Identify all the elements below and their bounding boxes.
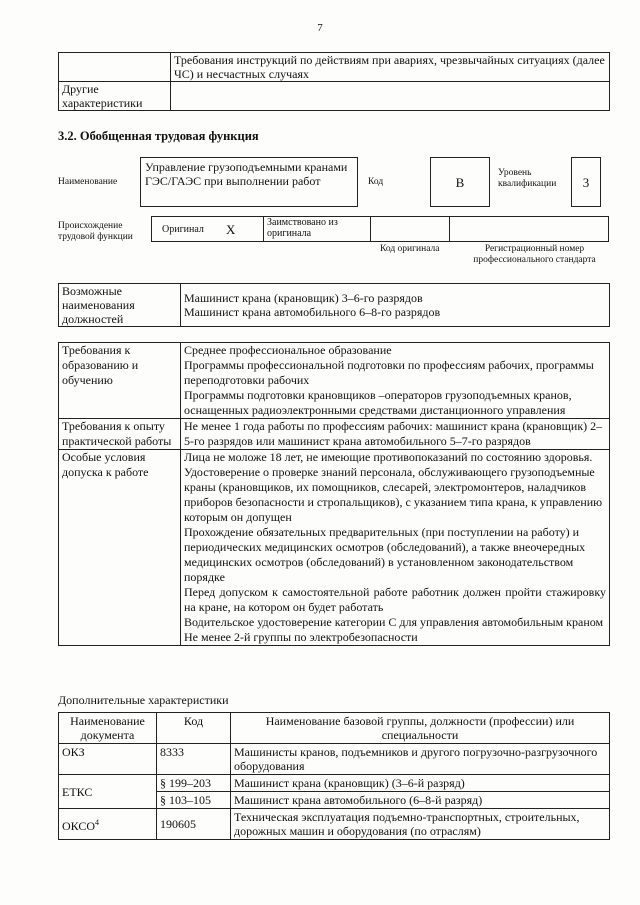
table-header-row (59, 713, 610, 744)
origin-reg-cell (450, 217, 609, 242)
table-row (59, 82, 610, 111)
doc-code: § 199–203 (157, 775, 231, 792)
table-row (59, 419, 610, 450)
table-cell (59, 53, 171, 82)
requirement-line: Удостоверение о проверке знаний персонала, обслуживающего грузоподъемные краны (крановщиков, их помощников, слесарей, электромонтеров, наладчиков приборов безопасности и стропальщиков), с указанием типа крана, к управлению которым он допущен (184, 465, 603, 524)
table-row (59, 744, 610, 775)
name-value: Управление грузоподъемными кранами ГЭС/ГАЭС при выполнении работ (140, 157, 358, 207)
top-table (58, 52, 610, 111)
table-row (59, 343, 610, 419)
doc-title: Машинист крана автомобильного (6–8-й разряд) (231, 792, 610, 809)
level-value: 3 (571, 157, 601, 207)
table-row (59, 775, 610, 792)
origin-label: Происхождение трудовой функции (58, 221, 133, 242)
requirement-line: Прохождение обязательных предварительных (при поступлении на работу) и периодических медицинских осмотров (обследований), а также внеочередных медицинских осмотров (обследований) в установленном законодательством порядке (184, 525, 586, 584)
origin-table (151, 216, 609, 242)
code-value: B (430, 157, 490, 207)
doc-name (59, 809, 157, 840)
additional-table (58, 712, 610, 840)
job-titles-value (181, 284, 610, 327)
requirement-value (181, 419, 610, 450)
doc-name: ОКЗ (59, 744, 157, 775)
requirement-line: Не менее 2-й группы по электробезопасности (184, 630, 418, 644)
column-header: Наименование базовой группы, должности (профессии) или специальности (231, 713, 610, 744)
code-caption: Код оригинала (380, 244, 440, 254)
requirement-line: Перед допуском к самостоятельной работе работник должен пройти стажировку на кране, на котором он будет работать (184, 585, 606, 614)
doc-title: Машинист крана (крановщик) (3–6-й разряд) (231, 775, 610, 792)
job-title-line: Машинист крана (крановщик) 3–6-го разрядов (184, 291, 423, 305)
doc-code: 8333 (157, 744, 231, 775)
requirement-line: Не менее 1 года работы по профессиям рабочих: машинист крана (крановщик) 2–5-го разрядов или машинист крана автомобильного 5–7-го разрядов (184, 419, 603, 448)
requirement-line: Программы подготовки крановщиков –операторов грузоподъемных кранов, оснащенных радиоэлектронными средствами дистанционного управления (184, 388, 572, 417)
doc-name-text: ОКСО (62, 818, 96, 833)
table-row (59, 809, 610, 840)
doc-name: ЕТКС (59, 775, 157, 809)
table-row (59, 53, 610, 82)
table-cell: Требования инструкций по действиям при авариях, чрезвычайных ситуациях (далее ЧС) и несчастных случаях (171, 53, 610, 82)
requirement-label: Требования к образованию и обучению (59, 343, 181, 419)
borrowed-label: Заимствовано из оригинала (264, 217, 371, 242)
requirement-line: Водительское удостоверение категории С для управления автомобильным краном (184, 615, 604, 629)
table-cell: Другие характеристики (59, 82, 171, 111)
section-title: 3.2. Обобщенная трудовая функция (58, 129, 259, 143)
reg-caption: Регистрационный номер профессионального стандарта (473, 244, 596, 265)
job-title-line: Машинист крана автомобильного 6–8-го разрядов (184, 305, 441, 319)
additional-title: Дополнительные характеристики (58, 693, 229, 707)
requirement-value (181, 343, 610, 419)
table-row (59, 450, 610, 646)
column-header: Наименование документа (59, 713, 157, 744)
requirement-line: Среднее профессиональное образование (184, 343, 392, 357)
requirement-label: Особые условия допуска к работе (59, 450, 181, 646)
requirement-line: Программы профессиональной подготовки по профессиям рабочих, программы переподготовки рабочих (184, 358, 594, 387)
origin-code-cell (371, 217, 450, 242)
original-mark: X (223, 217, 264, 242)
table-row (152, 217, 609, 242)
table-row (59, 284, 610, 327)
doc-code: 190605 (157, 809, 231, 840)
table-cell (171, 82, 610, 111)
requirement-line: Лица не моложе 18 лет, не имеющие противопоказаний по состоянию здоровья. (184, 450, 593, 464)
original-label: Оригинал (152, 217, 224, 242)
code-label: Код (368, 177, 384, 187)
requirement-value (181, 450, 610, 646)
name-label: Наименование (58, 177, 118, 187)
requirement-label: Требования к опыту практической работы (59, 419, 181, 450)
job-titles-table (58, 283, 610, 327)
level-label: Уровень квалификации (498, 168, 557, 189)
page-number: 7 (317, 22, 323, 34)
doc-title: Техническая эксплуатация подъемно-транспортных, строительных, дорожных машин и оборудования (по отраслям) (231, 809, 610, 840)
job-titles-label: Возможные наименования должностей (59, 284, 181, 327)
requirements-table (58, 342, 610, 646)
doc-code: § 103–105 (157, 792, 231, 809)
doc-title: Машинисты кранов, подъемников и другого погрузочно-разгрузочного оборудования (231, 744, 610, 775)
column-header: Код (157, 713, 231, 744)
footnote-ref: 4 (95, 817, 100, 827)
